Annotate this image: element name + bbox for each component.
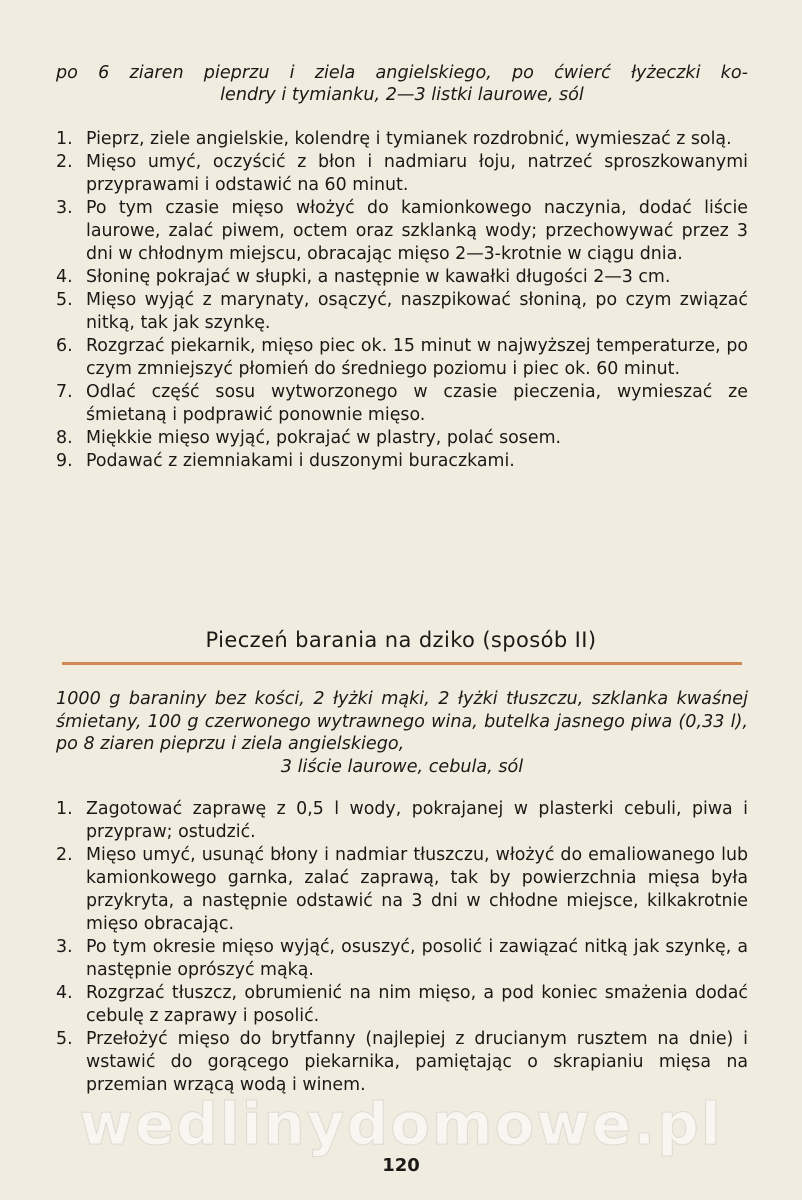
step-text: Po tym okresie mięso wyjąć, osuszyć, posolić i zawiązać nitką jak szynkę, a następnie oprószyć mąką.	[86, 937, 748, 980]
step-item	[56, 798, 748, 844]
step-number: 4.	[56, 267, 73, 287]
step-item	[56, 128, 748, 151]
step-number: 3.	[56, 198, 73, 218]
step-item	[56, 936, 748, 982]
recipe-title: Pieczeń barania na dziko (sposób II)	[205, 628, 597, 652]
step-item	[56, 427, 748, 450]
step-text: Zagotować zaprawę z 0,5 l wody, pokrajanej w plasterki cebuli, piwa i przypraw; ostudzić.	[86, 799, 748, 842]
step-text: Przełożyć mięso do brytfanny (najlepiej z drucianym rusztem na dnie) i wstawić do gorącego piekarnika, pamiętając o skrapianiu mięsa na przemian wrzącą wodą i winem.	[86, 1029, 748, 1095]
ingredients-list	[56, 688, 748, 778]
step-number: 4.	[56, 983, 73, 1003]
step-item	[56, 381, 748, 427]
preparation-steps-2	[56, 798, 748, 1097]
step-text: Mięso wyjąć z marynaty, osączyć, naszpikować słoniną, po czym związać nitką, tak jak szynkę.	[86, 290, 748, 333]
step-item	[56, 982, 748, 1028]
step-number: 7.	[56, 382, 73, 402]
title-divider	[62, 662, 742, 665]
watermark: wedlinydomowe.pl	[79, 1090, 723, 1158]
step-number: 8.	[56, 428, 73, 448]
step-item	[56, 266, 748, 289]
step-number: 5.	[56, 290, 73, 310]
step-number: 6.	[56, 336, 73, 356]
step-number: 5.	[56, 1029, 73, 1049]
step-number: 1.	[56, 129, 73, 149]
ingredients-continued-line-2: lendry i tymianku, 2—3 listki laurowe, sól	[220, 85, 584, 105]
step-item	[56, 450, 748, 473]
step-text: Podawać z ziemniakami i duszonymi buraczkami.	[86, 451, 515, 471]
step-text: Pieprz, ziele angielskie, kolendrę i tymianek rozdrobnić, wymieszać z solą.	[86, 129, 732, 149]
ingredients-text: 1000 g baraniny bez kości, 2 łyżki mąki, 2 łyżki tłuszczu, szklanka kwaśnej śmietany, 100 g czerwonego wytrawnego wina, butelka jasnego piwa (0,33 l), po 8 ziaren pieprzu i ziela angielskiego,	[56, 689, 748, 754]
ingredients-last-line: 3 liście laurowe, cebula, sól	[280, 756, 524, 777]
step-text: Mięso umyć, oczyścić z błon i nadmiaru łoju, natrzeć sproszkowanymi przyprawami i odstawić na 60 minut.	[86, 152, 748, 195]
step-number: 3.	[56, 937, 73, 957]
preparation-steps-1	[56, 128, 748, 473]
step-item	[56, 289, 748, 335]
page-number: 120	[382, 1155, 420, 1176]
step-text: Rozgrzać piekarnik, mięso piec ok. 15 minut w najwyższej temperaturze, po czym zmniejszyć płomień do średniego poziomu i piec ok. 60 minut.	[86, 336, 748, 379]
step-text: Słoninę pokrajać w słupki, a następnie w kawałki długości 2—3 cm.	[86, 267, 671, 287]
step-text: Odlać część sosu wytworzonego w czasie pieczenia, wymieszać ze śmietaną i podprawić ponownie mięso.	[86, 382, 748, 425]
step-number: 2.	[56, 152, 73, 172]
step-item	[56, 844, 748, 936]
step-text: Po tym czasie mięso włożyć do kamionkowego naczynia, dodać liście laurowe, zalać piwem, octem oraz szklanką wody; przechowywać przez 3 dni w chłodnym miejscu, obracając mięso 2—3-krotnie w ciągu dnia.	[86, 198, 748, 264]
step-text: Mięso umyć, usunąć błony i nadmiar tłuszczu, włożyć do emaliowanego lub kamionkowego garnka, zalać zaprawą, tak by powierzchnia mięsa była przykryta, a następnie odstawić na 3 dni w chłodne miejsce, kilkakrotnie mięso obracając.	[86, 845, 748, 934]
step-item	[56, 335, 748, 381]
step-number: 1.	[56, 799, 73, 819]
ingredients-continued	[56, 62, 748, 106]
step-item	[56, 151, 748, 197]
step-item	[56, 1028, 748, 1097]
step-text: Miękkie mięso wyjąć, pokrajać w plastry, polać sosem.	[86, 428, 562, 448]
step-number: 2.	[56, 845, 73, 865]
step-number: 9.	[56, 451, 73, 471]
ingredients-continued-line-1: po 6 ziaren pieprzu i ziela angielskiego, po ćwierć łyżeczki ko-	[56, 63, 748, 83]
step-item	[56, 197, 748, 266]
step-text: Rozgrzać tłuszcz, obrumienić na nim mięso, a pod koniec smażenia dodać cebulę z zaprawy i posolić.	[86, 983, 748, 1026]
